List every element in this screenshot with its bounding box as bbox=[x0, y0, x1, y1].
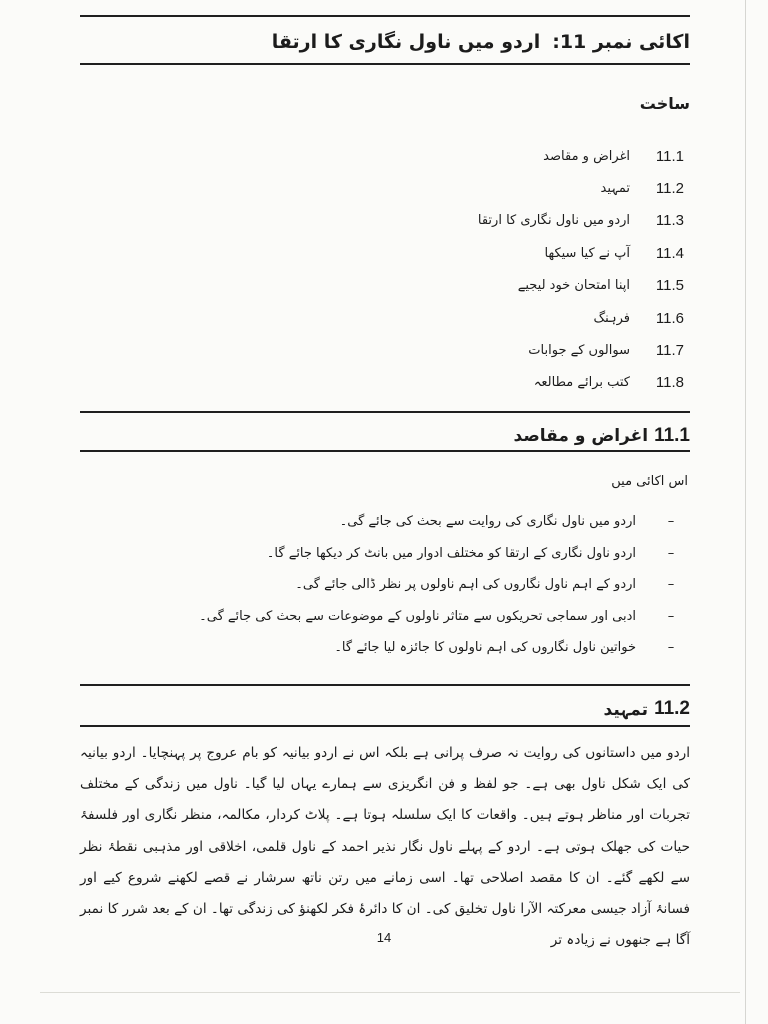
section1-title: اغراض و مقاصد bbox=[513, 426, 649, 446]
objective-text: ادبی اور سماجی تحریکوں سے متاثر ناولوں کے موضوعات سے بحث کی جائے گی۔ bbox=[199, 608, 636, 624]
section2-heading bbox=[80, 694, 690, 724]
section2-number: 11.2 bbox=[654, 698, 690, 719]
toc-item-number: 11.4 bbox=[655, 244, 684, 262]
toc-item-number: 11.7 bbox=[655, 342, 684, 360]
toc-item-label: کتب برائے مطالعہ bbox=[533, 375, 630, 391]
toc-item bbox=[384, 302, 684, 334]
toc-heading: ساخت bbox=[639, 94, 690, 113]
unit-title-rule bbox=[80, 63, 690, 65]
objective-text: خواتین ناول نگاروں کی اہم ناولوں کا جائزہ لیا جائے گا۔ bbox=[334, 640, 636, 656]
objective-item bbox=[116, 601, 676, 633]
toc-item bbox=[384, 334, 684, 366]
section2-top-rule bbox=[80, 684, 690, 686]
section1-top-rule bbox=[80, 411, 690, 413]
unit-title bbox=[80, 22, 690, 62]
toc-item-label: فرہنگ bbox=[593, 310, 630, 326]
objective-item bbox=[116, 569, 676, 601]
section1-number: 11.1 bbox=[654, 425, 690, 446]
toc-item bbox=[384, 205, 684, 237]
toc-item bbox=[384, 140, 684, 172]
dash-bullet: – bbox=[667, 577, 675, 593]
page-edge bbox=[745, 0, 746, 1024]
section1-bottom-rule bbox=[80, 450, 690, 452]
objectives-list bbox=[116, 506, 676, 664]
toc-item-number: 11.5 bbox=[655, 277, 684, 295]
toc-item-label: اپنا امتحان خود لیجیے bbox=[517, 278, 630, 294]
toc-item-number: 11.3 bbox=[655, 212, 684, 230]
objective-item bbox=[116, 506, 676, 538]
toc-item-number: 11.1 bbox=[655, 147, 684, 165]
dash-bullet: – bbox=[667, 514, 675, 530]
toc-item-label: اردو میں ناول نگاری کا ارتقا bbox=[477, 213, 630, 229]
section1-intro: اس اکائی میں bbox=[611, 474, 688, 489]
toc-item-label: آپ نے کیا سیکھا bbox=[544, 245, 630, 261]
objective-text: اردو ناول نگاری کے ارتقا کو مختلف ادوار میں بانٹ کر دیکھا جائے گا۔ bbox=[266, 545, 636, 561]
dash-bullet: – bbox=[667, 608, 675, 624]
dash-bullet: – bbox=[667, 640, 675, 656]
page-edge bbox=[40, 992, 740, 993]
unit-topic: اردو میں ناول نگاری کا ارتقا bbox=[271, 31, 541, 53]
toc-item bbox=[384, 237, 684, 269]
toc-item-number: 11.6 bbox=[655, 309, 684, 327]
objective-item bbox=[116, 632, 676, 664]
section1-heading bbox=[80, 421, 690, 451]
toc-item-label: سوالوں کے جوابات bbox=[528, 343, 630, 359]
toc-item bbox=[384, 172, 684, 204]
unit-label: اکائی نمبر 11: bbox=[552, 31, 690, 53]
section2-bottom-rule bbox=[80, 725, 690, 727]
objective-item bbox=[116, 538, 676, 570]
section2-title: تمہید bbox=[603, 699, 649, 720]
toc-item-number: 11.2 bbox=[655, 180, 684, 198]
page-number: 14 bbox=[376, 930, 392, 945]
top-rule bbox=[80, 15, 690, 17]
toc-item-number: 11.8 bbox=[655, 374, 684, 392]
table-of-contents bbox=[384, 140, 684, 399]
dash-bullet: – bbox=[667, 545, 675, 561]
toc-item-label: تمہید bbox=[600, 181, 630, 197]
objective-text: اردو کے اہم ناول نگاروں کی اہم ناولوں پر نظر ڈالی جائے گی۔ bbox=[295, 577, 636, 593]
objective-text: اردو میں ناول نگاری کی روایت سے بحث کی جائے گی۔ bbox=[339, 514, 636, 530]
toc-item bbox=[384, 270, 684, 302]
introduction-paragraph: اردو میں داستانوں کی روایت نہ صرف پرانی ہے بلکہ اس نے اردو بیانیہ کو بام عروج پر پہنچایا۔ اردو بیانیہ کی ایک شکل ناول بھی ہے۔ جو لفظ و فن انگریزی سے ہمارے یہاں لیا گیا۔ ناول میں زندگی کے مختلف تجربات اور مناظر ہوتے ہیں۔ واقعات کا ایک سلسلہ ہوتا ہے۔ پلاٹ کردار، مکالمہ، منظر نگاری اور فلسفۂ حیات کی جھلک ہوتی ہے۔ اردو کے پہلے ناول نگار نذیر احمد کے ناول قلمی، اخلاقی اور مذہبی نقطۂ نظر سے لکھے گئے۔ ان کا مقصد اصلاحی تھا۔ اسی زمانے میں رتن ناتھ سرشار نے قصے لکھنے شروع کیے اور فسانۂ آزاد جیسی معرکتہ الآرا ناول تخلیق کی۔ ان کا دائرۂ فکر لکھنؤ کی زندگی تھا۔ ان کے بعد شرر کا نمبر آگا ہے جنھوں نے زیادہ تر bbox=[80, 745, 690, 949]
toc-item-label: اغراض و مقاصد bbox=[543, 148, 630, 164]
toc-item bbox=[384, 367, 684, 399]
